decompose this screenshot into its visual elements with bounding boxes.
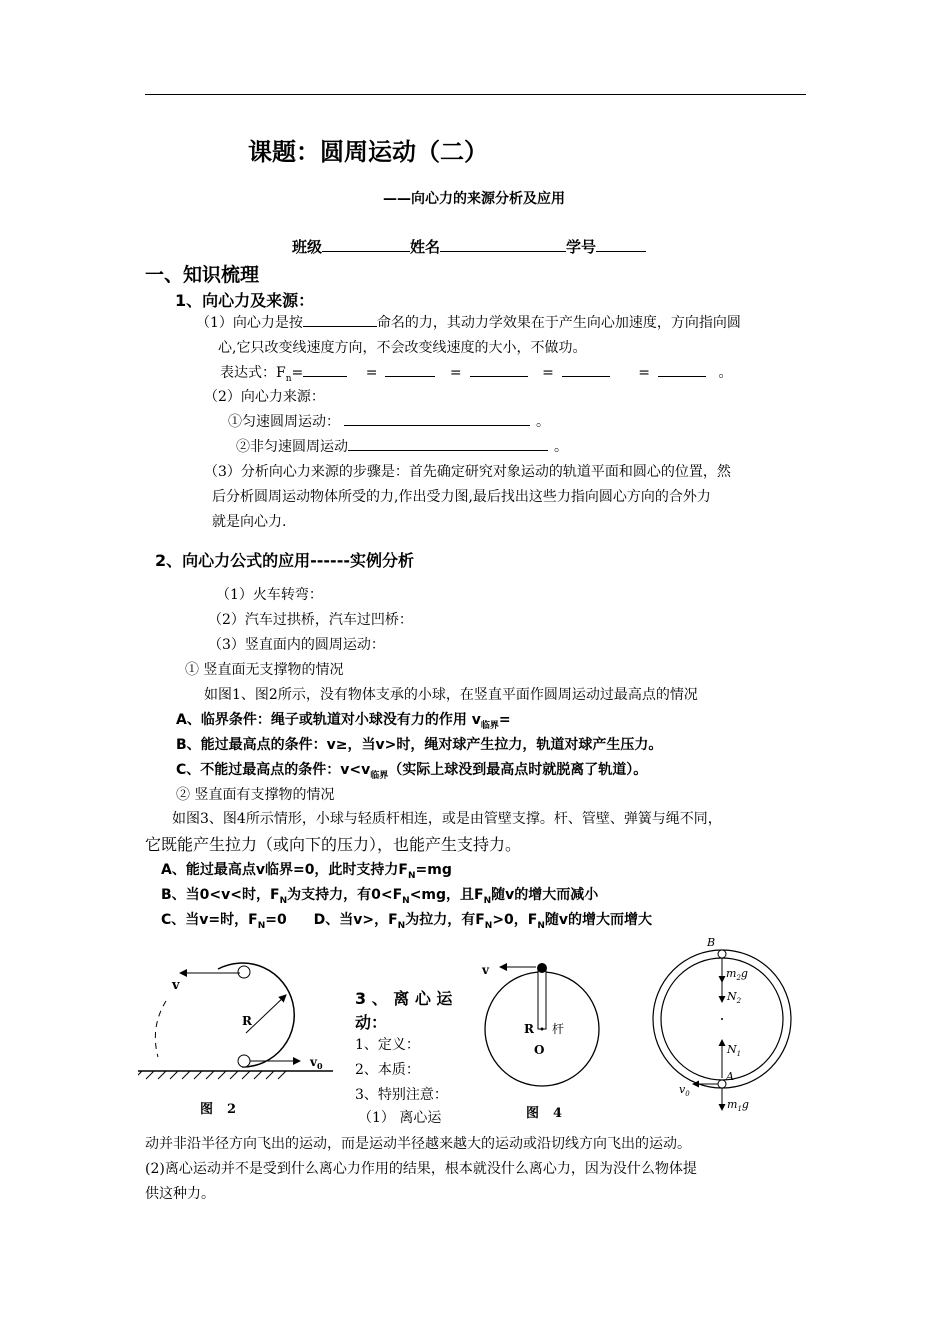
p2a-line (228, 411, 550, 431)
B2-end: 随v的增大而减小 (491, 887, 599, 903)
rod (538, 969, 546, 1029)
expr-eq-0: = (291, 365, 304, 381)
m2g-main: m (726, 967, 737, 980)
p1-blank[interactable] (303, 312, 377, 327)
fig2-v0-label (309, 1055, 323, 1071)
m2g-sub: 2 (736, 974, 741, 982)
dashed-path (155, 1001, 166, 1057)
A2-text: A、能过最高点v临界=0，此时支持力F (161, 862, 408, 878)
expr-blank-3[interactable] (470, 362, 528, 377)
name-blank[interactable] (440, 237, 566, 252)
section3-heading1: 3 、 离 心 运 (355, 989, 453, 1008)
tube-ball-top (718, 950, 726, 958)
D2-sub2: N (484, 920, 493, 931)
C1-sub: 临界 (370, 770, 389, 781)
case2-heading: ② 竖直面有支撑物的情况 (176, 787, 335, 803)
fig4-caption-b: 4 (553, 1106, 563, 1121)
fig3-v-label: v (482, 963, 489, 977)
fig4-A-label: A (726, 1070, 734, 1083)
B2-sub3: N (483, 895, 492, 906)
N1-main: N (727, 1043, 737, 1056)
case2-A (161, 859, 452, 881)
B2-mid: 为支持力，有0<F (287, 887, 403, 903)
figure-4 (645, 936, 795, 1112)
s2-item3: （3）竖直面内的圆周运动： (208, 637, 385, 653)
fig2-v0-sub: 0 (316, 1061, 323, 1071)
p2a-blank[interactable] (344, 411, 530, 426)
name-label: 姓名 (410, 238, 441, 256)
case1-A (176, 709, 511, 731)
A1-end: = (498, 712, 511, 728)
expr-blank-2[interactable] (385, 362, 435, 377)
N2-main: N (727, 990, 737, 1003)
A1-text: A、临界条件：绳子或轨道对小球没有力的作用 v (176, 712, 481, 728)
B2-text: B、当0<v<时，F (161, 887, 280, 903)
p2b-text: ②非匀速圆周运动 (236, 439, 348, 455)
expr-eq-2: = (449, 365, 462, 381)
fig4-m1g-label (727, 1098, 749, 1112)
fig4-B-label: B (707, 936, 716, 949)
class-blank[interactable] (322, 237, 410, 252)
s2-item1: （1）火车转弯： (216, 587, 323, 603)
rod-ball (537, 963, 547, 973)
fig2-caption-a: 图 (200, 1102, 214, 1117)
p2b-blank[interactable] (348, 436, 548, 451)
fig4-m2g-label (726, 967, 748, 982)
A2-sub: N (408, 870, 416, 881)
track-arc (218, 963, 294, 1067)
section3-heading2: 动： (355, 1013, 388, 1032)
section1-sub1: 1、向心力及来源： (175, 291, 315, 310)
s3-item2: 2、本质： (355, 1062, 420, 1078)
fig2-v0-main: v (310, 1055, 317, 1069)
tube-center (721, 1018, 723, 1020)
C1-end: （实际上球没到最高点时就脱离了轨道）。 (388, 762, 648, 778)
fig2-caption-b: 2 (227, 1102, 237, 1117)
tube-v0-sub: 0 (685, 1090, 690, 1098)
fig3-R-label: R (524, 1022, 534, 1036)
case1-C (176, 759, 647, 781)
case2-CD (161, 909, 652, 931)
fig4-N1-label (726, 1043, 741, 1058)
s3-note2-line2: 供这种力。 (145, 1186, 215, 1202)
case2-B (161, 884, 598, 906)
D2-sub: N (397, 920, 406, 931)
A2-end: =mg (415, 862, 452, 878)
section1-heading: 一、知识梳理 (145, 264, 260, 286)
fig2-caption (200, 1102, 236, 1117)
N2-sub: 2 (736, 997, 742, 1005)
ball-bottom (238, 1055, 250, 1067)
fig4-v0-label (679, 1083, 690, 1098)
D2-mid2: >0，F (492, 912, 538, 928)
s2-item2: （2）汽车过拱桥，汽车过凹桥： (208, 612, 413, 628)
p2a-text: ①匀速圆周运动： (228, 414, 340, 430)
s3-note1-start: （1） 离心运 (358, 1110, 442, 1126)
case1-desc: 如图1、图2所示，没有物体支承的小球，在竖直平面作圆周运动过最高点的情况 (204, 687, 698, 703)
N1-sub: 1 (736, 1050, 742, 1058)
case1-B: B、能过最高点的条件：v≥，当v>时，绳对球产生拉力，轨道对球产生压力。 (176, 737, 663, 753)
C2-end: =0 (265, 912, 287, 928)
s3-item1: 1、定义： (355, 1037, 420, 1053)
p3-line3: 就是向心力. (212, 514, 287, 530)
ball-top (238, 966, 250, 978)
B2-mid2: <mg，且F (409, 887, 484, 903)
p3-line2: 后分析圆周运动物体所受的力,作出受力图,最后找出这些力指向圆心方向的合外力 (212, 489, 711, 505)
expr-eq-1: = (365, 365, 378, 381)
case2-desc2: 它既能产生拉力（或向下的压力），也能产生支持力。 (145, 835, 522, 854)
fig2-v-label: v (172, 978, 180, 993)
figure-2 (138, 955, 338, 1130)
class-label: 班级 (292, 238, 323, 256)
D2-mid: 为拉力，有F (405, 912, 485, 928)
D2-end: 随v的增大而增大 (544, 912, 653, 928)
m2g-end: g (740, 967, 748, 980)
p2-heading: （2）向心力来源： (204, 389, 325, 405)
fig4-caption-a: 图 (526, 1106, 540, 1121)
expr-blank-5[interactable] (658, 362, 706, 377)
p1b-text: 命名的力，其动力学效果在于产生向心加速度，方向指向圆 (376, 315, 741, 331)
radius-arrow (246, 995, 286, 1033)
header-fields (292, 236, 646, 257)
section2-heading: 2、向心力公式的应用------实例分析 (155, 551, 414, 570)
case2-desc1: 如图3、图4所示情形，小球与轻质杆相连，或是由管壁支撑。杆、管壁、弹簧与绳不同， (172, 811, 722, 827)
fig4-N2-label (726, 990, 742, 1005)
p1-line2: 心,它只改变线速度方向，不会改变线速度的大小，不做功。 (218, 340, 587, 356)
m1g-main: m (727, 1098, 738, 1111)
B2-sub: N (279, 895, 288, 906)
s3-note1-cont: 动并非沿半径方向飞出的运动，而是运动半径越来越大的运动或沿切线方向飞出的运动。 (145, 1136, 691, 1152)
expr-blank-4[interactable] (562, 362, 610, 377)
expr-sub: n (285, 373, 292, 384)
rod-center (541, 1028, 544, 1031)
top-rule (145, 94, 806, 95)
id-blank[interactable] (596, 237, 646, 252)
p2a-end: 。 (536, 414, 550, 430)
ground-hatch (138, 1071, 286, 1079)
p1-line1 (196, 312, 741, 332)
D2-text: D、当v>，F (313, 912, 398, 928)
B2-sub2: N (402, 895, 410, 906)
expr-eq-4: = (638, 365, 650, 381)
D2-sub3: N (537, 920, 545, 931)
expr-label: 表达式：F (220, 365, 286, 381)
C2-text: C、当v=时，F (161, 912, 258, 928)
id-label: 学号 (566, 238, 597, 256)
p2b-end: 。 (554, 439, 568, 455)
fig3-rod-label: 杆 (552, 1022, 565, 1036)
s3-note2-line1: (2)离心运动并不是受到什么离心力作用的结果，根本就没什么离心力，因为没什么物体提 (145, 1161, 697, 1177)
page-title: 课题：圆周运动（二） (248, 138, 488, 166)
p3-line1: （3）分析向心力来源的步骤是：首先确定研究对象运动的轨道平面和圆心的位置，然 (204, 464, 731, 480)
tube-v0-main: v (679, 1083, 686, 1096)
figure-3 (478, 955, 610, 1123)
fig3-caption (526, 1106, 562, 1121)
case1-heading: ① 竖直面无支撑物的情况 (185, 662, 344, 678)
s3-item3: 3、特别注意： (355, 1087, 448, 1103)
p2b-line (236, 436, 568, 456)
fig2-R-label: R (242, 1014, 252, 1028)
C2-sub: N (257, 920, 266, 931)
page-subtitle: ——向心力的来源分析及应用 (383, 191, 565, 207)
p1a-text: （1）向心力是按 (196, 315, 303, 331)
expr-eq-3: = (542, 365, 554, 381)
m1g-end: g (741, 1098, 749, 1111)
tube-ball-bottom (718, 1080, 726, 1088)
m1g-sub: 1 (737, 1105, 742, 1112)
expr-end: 。 (718, 365, 733, 381)
expr-blank-1[interactable] (303, 362, 347, 377)
expression-line (220, 362, 732, 384)
A1-sub: 临界 (480, 720, 499, 731)
C1-text: C、不能过最高点的条件：v<v (176, 762, 371, 778)
fig3-O-label: O (534, 1043, 545, 1057)
